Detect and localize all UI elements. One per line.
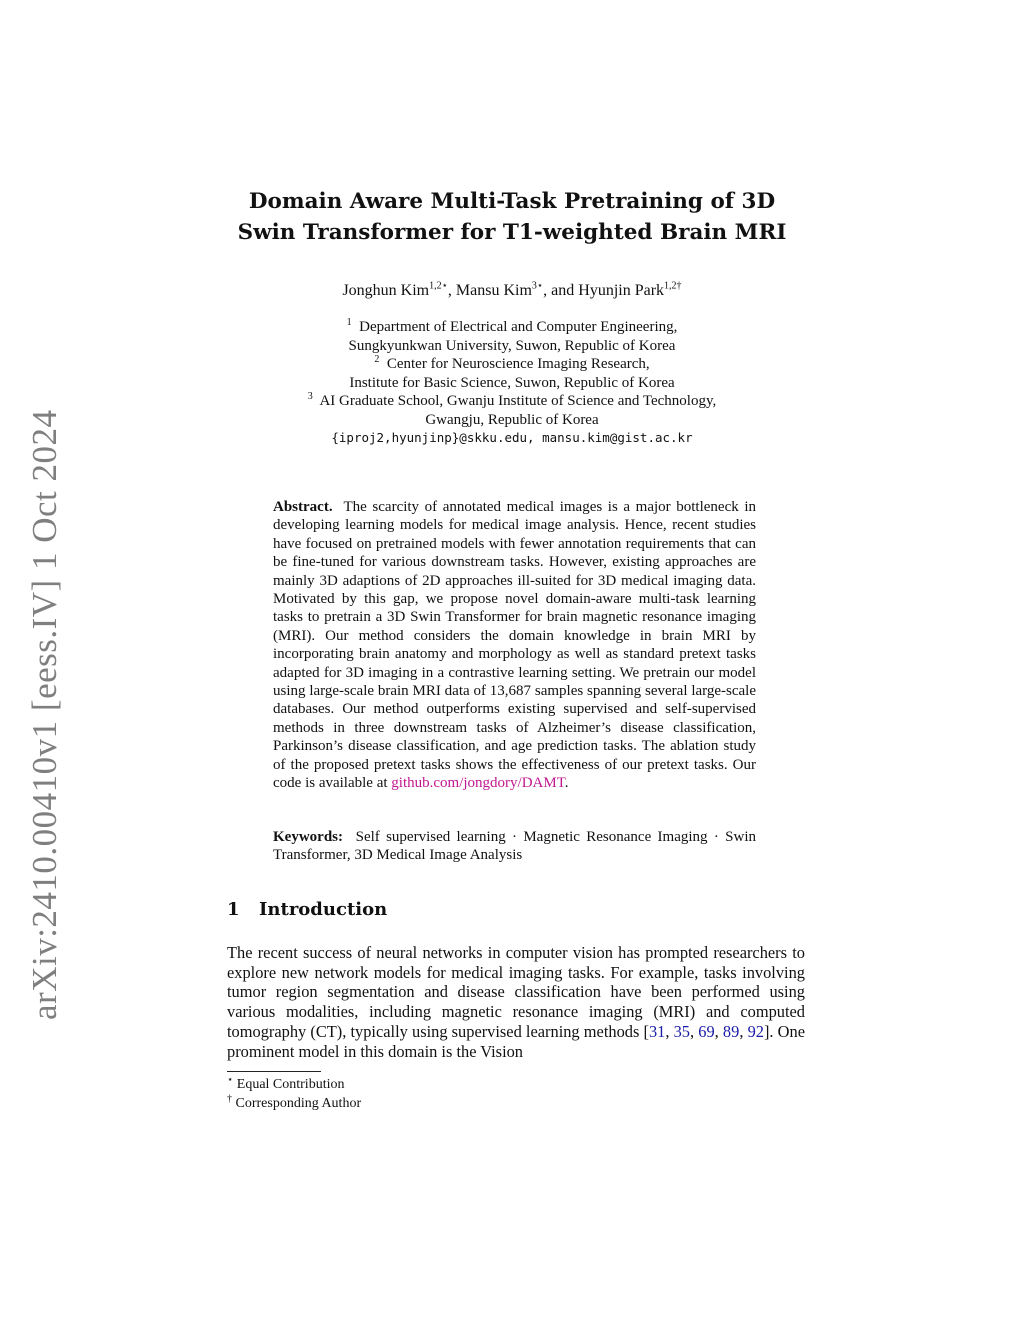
title-line-2: Swin Transformer for T1-weighted Brain MRI bbox=[237, 220, 787, 245]
citation-92[interactable]: 92 bbox=[747, 1021, 764, 1041]
affiliations bbox=[200, 318, 824, 448]
section-heading bbox=[227, 899, 387, 920]
section-number: 1 bbox=[227, 899, 240, 920]
citation-separator: , bbox=[665, 1021, 674, 1041]
citation-35[interactable]: 35 bbox=[673, 1021, 690, 1041]
author-1-affiliation: 1,2⋆ bbox=[429, 280, 448, 292]
intro-tail: ]. One prominent model in this domain is the Vision bbox=[227, 1021, 805, 1061]
keywords-label: Keywords: bbox=[273, 829, 343, 845]
author-emails: {iproj2,hyunjinp}@skku.edu, mansu.kim@gist.ac.kr bbox=[331, 430, 693, 445]
author-list bbox=[200, 282, 824, 300]
code-link[interactable]: github.com/jongdory/DAMT bbox=[391, 775, 565, 792]
citation-89[interactable]: 89 bbox=[722, 1021, 740, 1041]
abstract-label: Abstract. bbox=[273, 499, 333, 515]
author-2: , Mansu Kim bbox=[447, 282, 532, 299]
footnote-1 bbox=[227, 1074, 345, 1093]
citation-separator: , bbox=[714, 1021, 723, 1041]
affiliation-2-text: Center for Neuroscience Imaging Research, bbox=[386, 356, 650, 372]
citation-separator: , bbox=[739, 1021, 748, 1041]
footnote-2-text: Corresponding Author bbox=[235, 1096, 362, 1111]
footnote-2 bbox=[227, 1093, 362, 1112]
footnote-2-mark: † bbox=[227, 1093, 232, 1105]
footnote-rule bbox=[227, 1071, 321, 1072]
intro-paragraph bbox=[227, 943, 805, 1061]
affiliation-3-line-b: Gwangju, Republic of Korea bbox=[425, 411, 599, 428]
intro-text: The recent success of neural networks in computer vision has prompted researchers to explore new network models for medical imaging tasks. For example, tasks involving tumor region segmentation and disease classification have been performed using various modalities, including magnetic resonance imaging (MRI) and computed tomography (CT), typically using supervised learning methods [ bbox=[227, 943, 805, 1041]
footnote-1-text: Equal Contribution bbox=[236, 1077, 345, 1092]
section-title: Introduction bbox=[259, 899, 388, 920]
citation-31[interactable]: 31 bbox=[648, 1021, 666, 1041]
abstract-end: . bbox=[564, 775, 569, 792]
affiliation-1-number: 1 bbox=[346, 317, 352, 328]
arxiv-identifier: arXiv:2410.00410v1 [eess.IV] 1 Oct 2024 bbox=[25, 409, 64, 1020]
affiliation-1-line-b: Sungkyunkwan University, Suwon, Republic of Korea bbox=[348, 337, 676, 354]
affiliation-2-line-b: Institute for Basic Science, Suwon, Republic of Korea bbox=[349, 374, 675, 391]
affiliation-2-number: 2 bbox=[374, 354, 380, 365]
paper-title bbox=[200, 186, 824, 248]
footnote-1-mark: ⋆ bbox=[227, 1074, 234, 1086]
author-3-affiliation: 1,2† bbox=[664, 280, 682, 292]
affiliation-2-line-a bbox=[200, 355, 824, 374]
author-2-affiliation: 3⋆ bbox=[531, 280, 544, 292]
affiliation-3-text: AI Graduate School, Gwanju Institute of Science and Technology, bbox=[319, 393, 717, 409]
keywords bbox=[273, 828, 756, 865]
affiliation-3-line-a bbox=[200, 392, 824, 411]
author-1: Jonghun Kim bbox=[342, 282, 430, 299]
author-3: , and Hyunjin Park bbox=[543, 282, 665, 299]
affiliation-3-number: 3 bbox=[307, 391, 313, 402]
title-line-1: Domain Aware Multi-Task Pretraining of 3D bbox=[248, 189, 776, 214]
affiliation-1-text: Department of Electrical and Computer Engineering, bbox=[359, 319, 678, 335]
citation-separator: , bbox=[690, 1021, 699, 1041]
abstract-text: The scarcity of annotated medical images is a major bottleneck in developing learning models for medical image analysis. Hence, recent studies have focused on pretrained models with fewer annotation requirements that can be fine-tuned for various downstream tasks. However, existing approaches are mainly 3D adaptions of 2D approaches ill-suited for 3D medical imaging data. Motivated by this gap, we propose novel domain-aware multi-task learning tasks to pretrain a 3D Swin Transformer for brain magnetic resonance imaging (MRI). Our method considers the domain knowledge in brain MRI by incorporating brain anatomy and morphology as well as standard pretext tasks adapted for 3D imaging in a contrastive learning setting. We pretrain our model using large-scale brain MRI data of 13,687 samples spanning several large-scale databases. Our method outperforms existing supervised and self-supervised methods in three downstream tasks of Alzheimer’s disease classification, Parkinson’s disease classification, and age prediction tasks. The ablation study of the proposed pretext tasks shows the effectiveness of our pretext tasks. Our code is available at bbox=[273, 499, 756, 792]
abstract bbox=[273, 498, 756, 793]
citation-69[interactable]: 69 bbox=[698, 1021, 715, 1041]
affiliation-1-line-a bbox=[200, 318, 824, 337]
keywords-text: Self supervised learning · Magnetic Resonance Imaging · Swin Transformer, 3D Medical Image Analysis bbox=[273, 829, 756, 864]
